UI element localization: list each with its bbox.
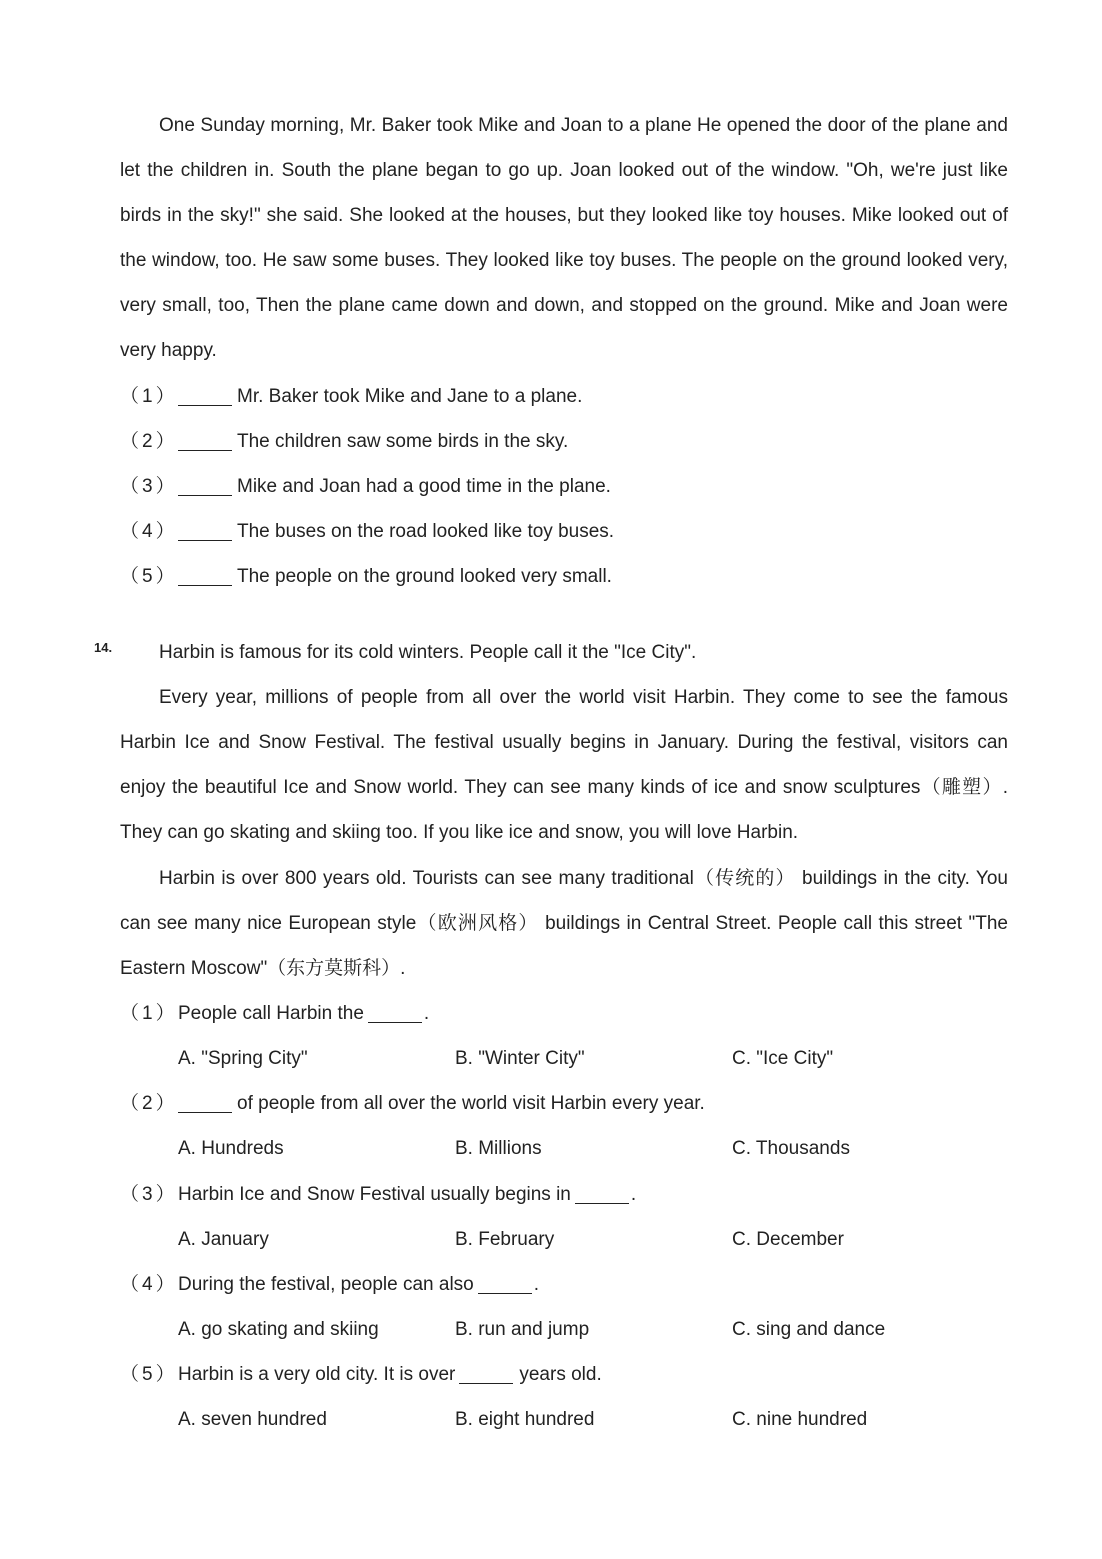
question-text-end: . [423,1003,430,1024]
statement-text: The children saw some birds in the sky. [237,431,569,452]
option-c[interactable]: C. sing and dance [732,1319,886,1340]
answer-blank[interactable] [478,1275,532,1294]
question-number: （3） [120,1184,178,1205]
question-number: （4） [120,1274,178,1295]
option-a[interactable]: A. January [178,1229,269,1250]
question-text: of people from all over the world visit Harbin every year. [237,1093,705,1114]
statement-2 [120,429,568,455]
question-text-end: . [630,1184,637,1205]
statement-number: （1） [120,386,178,407]
question-text-end: . [533,1274,540,1295]
passage2-intro: Harbin is famous for its cold winters. People call it the "Ice City". [159,642,697,663]
answer-blank[interactable] [459,1365,513,1384]
answer-blank[interactable] [368,1004,422,1023]
question-number: （5） [120,1364,178,1385]
statement-1 [120,384,582,410]
statement-3 [120,474,611,500]
answer-blank[interactable] [178,522,232,541]
option-a[interactable]: A. seven hundred [178,1409,327,1430]
option-b[interactable]: B. eight hundred [455,1409,595,1430]
option-a[interactable]: A. "Spring City" [178,1048,308,1069]
option-c[interactable]: C. "Ice City" [732,1048,834,1069]
statement-4 [120,519,614,545]
option-c[interactable]: C. nine hundred [732,1409,868,1430]
statement-text: The people on the ground looked very small. [237,566,612,587]
passage2-paragraph-2: Every year, millions of people from all over the world visit Harbin. They come to see the famous Harbin Ice and Snow Festival. The festival usually begins in January. During the festival, visitors can enjoy the beautiful Ice and Snow world. They can see many kinds of ice and snow sculptures（雕塑）. They can go skating and skiing too. If you like ice and snow, you will love Harbin. [120,687,1008,843]
passage2-paragraph-3: Harbin is over 800 years old. Tourists can see many traditional（传统的） buildings in the city. You can see many nice European style（欧洲风格） buildings in Central Street. People call this street "The Eastern Moscow"（东方莫斯科）. [120,868,1008,979]
option-c[interactable]: C. Thousands [732,1138,850,1159]
statement-text: Mike and Joan had a good time in the plane. [237,476,611,497]
answer-blank[interactable] [178,567,232,586]
question-text: People call Harbin the [178,1003,364,1024]
statement-5 [120,564,612,590]
option-b[interactable]: B. run and jump [455,1319,590,1340]
question-number: （2） [120,1093,178,1114]
question-text-end: years old. [519,1364,602,1385]
question-number: （1） [120,1003,178,1024]
statement-number: （3） [120,476,178,497]
answer-blank[interactable] [178,387,232,406]
answer-blank[interactable] [178,477,232,496]
option-a[interactable]: A. Hundreds [178,1138,284,1159]
option-c[interactable]: C. December [732,1229,844,1250]
statement-text: Mr. Baker took Mike and Jane to a plane. [237,386,583,407]
question-number: 14. [94,640,113,655]
passage1-text: One Sunday morning, Mr. Baker took Mike and Joan to a plane He opened the door of the plane and let the children in. South the plane began to go up. Joan looked out of the window. "Oh, we're just like birds in the sky!" she said. She looked at the houses, but they looked like toy houses. Mike looked out of the window, too. He saw some buses. They looked like toy buses. The people on the ground looked very, very small, too, Then the plane came down and down, and stopped on the ground. Mike and Joan were very happy. [120,115,1008,361]
question-text: Harbin is a very old city. It is over [178,1364,456,1385]
question-1 [120,1001,429,1027]
question-text: During the festival, people can also [178,1274,474,1295]
option-b[interactable]: B. "Winter City" [455,1048,585,1069]
question-3 [120,1182,636,1208]
option-b[interactable]: B. February [455,1229,555,1250]
option-b[interactable]: B. Millions [455,1138,542,1159]
option-a[interactable]: A. go skating and skiing [178,1319,379,1340]
statement-number: （4） [120,521,178,542]
statement-number: （2） [120,431,178,452]
question-text: Harbin Ice and Snow Festival usually begins in [178,1184,571,1205]
statement-text: The buses on the road looked like toy buses. [237,521,615,542]
question-5 [120,1362,602,1388]
statement-number: （5） [120,566,178,587]
question-4 [120,1272,539,1298]
answer-blank[interactable] [178,1094,232,1113]
answer-blank[interactable] [575,1185,629,1204]
question-2 [120,1091,705,1117]
answer-blank[interactable] [178,432,232,451]
